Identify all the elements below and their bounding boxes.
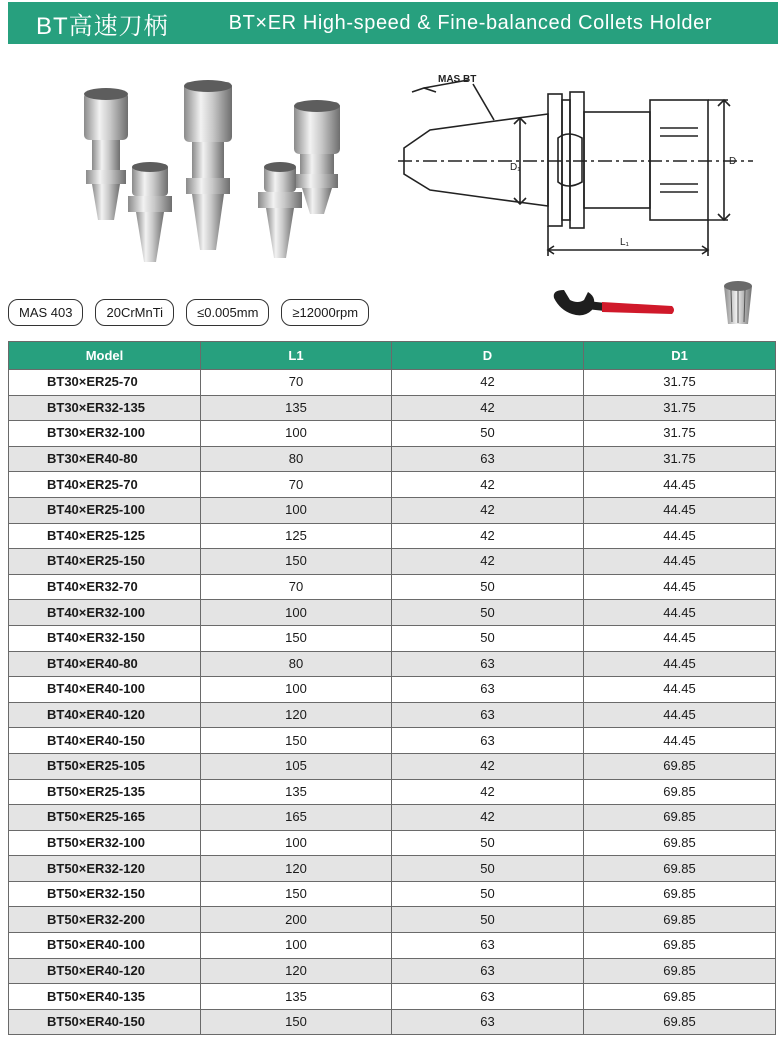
cell-l1: 135 [201, 779, 392, 805]
cell-model: BT30×ER40-80 [9, 446, 201, 472]
cell-model: BT40×ER40-100 [9, 677, 201, 703]
cell-d: 42 [392, 549, 584, 575]
badge-runout: ≤0.005mm [186, 299, 269, 326]
cell-d: 63 [392, 728, 584, 754]
holder-large-left [84, 88, 128, 220]
cell-model: BT50×ER32-150 [9, 881, 201, 907]
cell-d: 63 [392, 958, 584, 984]
cell-l1: 200 [201, 907, 392, 933]
cell-model: BT50×ER32-100 [9, 830, 201, 856]
cell-d1: 44.45 [584, 677, 776, 703]
title-english: BT×ER High-speed & Fine-balanced Collets Holder [228, 11, 713, 34]
collet-image [718, 278, 758, 328]
cell-d: 63 [392, 933, 584, 959]
cell-model: BT50×ER40-100 [9, 933, 201, 959]
cell-d1: 44.45 [584, 472, 776, 498]
cell-d: 42 [392, 497, 584, 523]
header-model: Model [9, 342, 201, 370]
cell-d1: 69.85 [584, 933, 776, 959]
d1-label: D₁ [510, 162, 521, 173]
table-row [9, 446, 776, 472]
cell-model: BT50×ER25-135 [9, 779, 201, 805]
table-row [9, 523, 776, 549]
header-l1: L1 [201, 342, 392, 370]
table-row [9, 856, 776, 882]
cell-d: 42 [392, 395, 584, 421]
cell-d1: 44.45 [584, 702, 776, 728]
cell-model: BT30×ER25-70 [9, 370, 201, 396]
spec-table [8, 341, 776, 1035]
cell-d1: 31.75 [584, 395, 776, 421]
table-row [9, 600, 776, 626]
cell-l1: 80 [201, 651, 392, 677]
badge-standard: MAS 403 [8, 299, 83, 326]
cell-model: BT50×ER40-120 [9, 958, 201, 984]
table-row [9, 370, 776, 396]
cell-d: 42 [392, 753, 584, 779]
table-row [9, 958, 776, 984]
product-photo [66, 80, 366, 270]
cell-d1: 69.85 [584, 753, 776, 779]
cell-model: BT40×ER25-125 [9, 523, 201, 549]
table-header-row [9, 342, 776, 370]
title-chinese: BT高速刀柄 [36, 12, 169, 40]
cell-model: BT30×ER32-135 [9, 395, 201, 421]
cell-d1: 44.45 [584, 651, 776, 677]
table-row [9, 421, 776, 447]
cell-d1: 69.85 [584, 805, 776, 831]
cell-d1: 69.85 [584, 907, 776, 933]
l1-label: L₁ [620, 237, 629, 248]
cell-d: 50 [392, 856, 584, 882]
table-row [9, 779, 776, 805]
table-row [9, 1009, 776, 1035]
cell-model: BT40×ER25-100 [9, 497, 201, 523]
cell-l1: 105 [201, 753, 392, 779]
cell-d1: 69.85 [584, 779, 776, 805]
cell-l1: 100 [201, 421, 392, 447]
cell-d1: 69.85 [584, 958, 776, 984]
spec-badges [8, 299, 369, 327]
cell-d: 42 [392, 370, 584, 396]
cell-d1: 44.45 [584, 625, 776, 651]
cell-model: BT30×ER32-100 [9, 421, 201, 447]
cell-model: BT40×ER40-80 [9, 651, 201, 677]
cell-l1: 70 [201, 370, 392, 396]
cell-d1: 69.85 [584, 830, 776, 856]
table-row [9, 625, 776, 651]
cell-d: 42 [392, 472, 584, 498]
cell-l1: 70 [201, 574, 392, 600]
cell-d1: 44.45 [584, 728, 776, 754]
cell-model: BT40×ER40-150 [9, 728, 201, 754]
cell-d1: 44.45 [584, 497, 776, 523]
cell-d: 42 [392, 805, 584, 831]
table-row [9, 395, 776, 421]
cell-model: BT50×ER25-165 [9, 805, 201, 831]
cell-d1: 69.85 [584, 1009, 776, 1035]
table-row [9, 702, 776, 728]
cell-l1: 150 [201, 881, 392, 907]
table-row [9, 472, 776, 498]
cell-l1: 135 [201, 395, 392, 421]
cell-model: BT50×ER25-105 [9, 753, 201, 779]
cell-l1: 120 [201, 702, 392, 728]
cell-d: 50 [392, 830, 584, 856]
cell-d1: 69.85 [584, 881, 776, 907]
cell-l1: 80 [201, 446, 392, 472]
cell-d1: 69.85 [584, 856, 776, 882]
cell-l1: 150 [201, 728, 392, 754]
table-row [9, 753, 776, 779]
cell-d: 50 [392, 881, 584, 907]
badge-material: 20CrMnTi [95, 299, 174, 326]
header-d: D [392, 342, 584, 370]
cell-d: 63 [392, 702, 584, 728]
cell-d1: 69.85 [584, 984, 776, 1010]
cell-l1: 100 [201, 677, 392, 703]
cell-d1: 44.45 [584, 523, 776, 549]
table-row [9, 984, 776, 1010]
cell-d1: 31.75 [584, 446, 776, 472]
cell-model: BT40×ER25-70 [9, 472, 201, 498]
cell-model: BT50×ER32-120 [9, 856, 201, 882]
cell-d: 50 [392, 625, 584, 651]
cell-d: 50 [392, 600, 584, 626]
cell-model: BT40×ER32-150 [9, 625, 201, 651]
cell-l1: 100 [201, 933, 392, 959]
cell-l1: 135 [201, 984, 392, 1010]
cell-l1: 100 [201, 830, 392, 856]
table-row [9, 881, 776, 907]
cell-d: 63 [392, 984, 584, 1010]
cell-model: BT40×ER32-70 [9, 574, 201, 600]
cell-d: 63 [392, 677, 584, 703]
cell-d: 63 [392, 1009, 584, 1035]
cell-d1: 44.45 [584, 600, 776, 626]
cell-l1: 150 [201, 1009, 392, 1035]
page-header [8, 2, 778, 44]
cell-d: 63 [392, 446, 584, 472]
cell-model: BT50×ER40-150 [9, 1009, 201, 1035]
holder-small-right [258, 162, 302, 258]
cell-model: BT50×ER40-135 [9, 984, 201, 1010]
table-row [9, 497, 776, 523]
header-d1: D1 [584, 342, 776, 370]
cell-model: BT40×ER32-100 [9, 600, 201, 626]
cell-d1: 44.45 [584, 549, 776, 575]
holder-small-left [128, 162, 172, 262]
cell-l1: 70 [201, 472, 392, 498]
cell-model: BT40×ER25-150 [9, 549, 201, 575]
table-row [9, 830, 776, 856]
cell-l1: 100 [201, 497, 392, 523]
cell-d: 42 [392, 779, 584, 805]
holder-tall-center [184, 80, 232, 250]
cell-d: 42 [392, 523, 584, 549]
cell-d: 50 [392, 907, 584, 933]
cell-d1: 31.75 [584, 421, 776, 447]
cell-l1: 150 [201, 549, 392, 575]
cell-model: BT40×ER40-120 [9, 702, 201, 728]
wrench-image [548, 288, 678, 328]
table-row [9, 805, 776, 831]
cell-l1: 120 [201, 856, 392, 882]
taper-label: MAS BT [438, 74, 477, 85]
table-row [9, 651, 776, 677]
table-row [9, 728, 776, 754]
table-row [9, 549, 776, 575]
cell-l1: 100 [201, 600, 392, 626]
table-row [9, 677, 776, 703]
cell-model: BT50×ER32-200 [9, 907, 201, 933]
cell-l1: 120 [201, 958, 392, 984]
cell-l1: 150 [201, 625, 392, 651]
technical-drawing [398, 70, 758, 260]
table-row [9, 933, 776, 959]
cell-d: 50 [392, 574, 584, 600]
table-row [9, 574, 776, 600]
cell-d: 63 [392, 651, 584, 677]
badge-speed: ≥12000rpm [281, 299, 369, 326]
cell-d: 50 [392, 421, 584, 447]
cell-l1: 165 [201, 805, 392, 831]
table-body [9, 370, 776, 1035]
cell-d1: 31.75 [584, 370, 776, 396]
cell-d1: 44.45 [584, 574, 776, 600]
cell-l1: 125 [201, 523, 392, 549]
table-row [9, 907, 776, 933]
d-label: D [729, 156, 737, 167]
